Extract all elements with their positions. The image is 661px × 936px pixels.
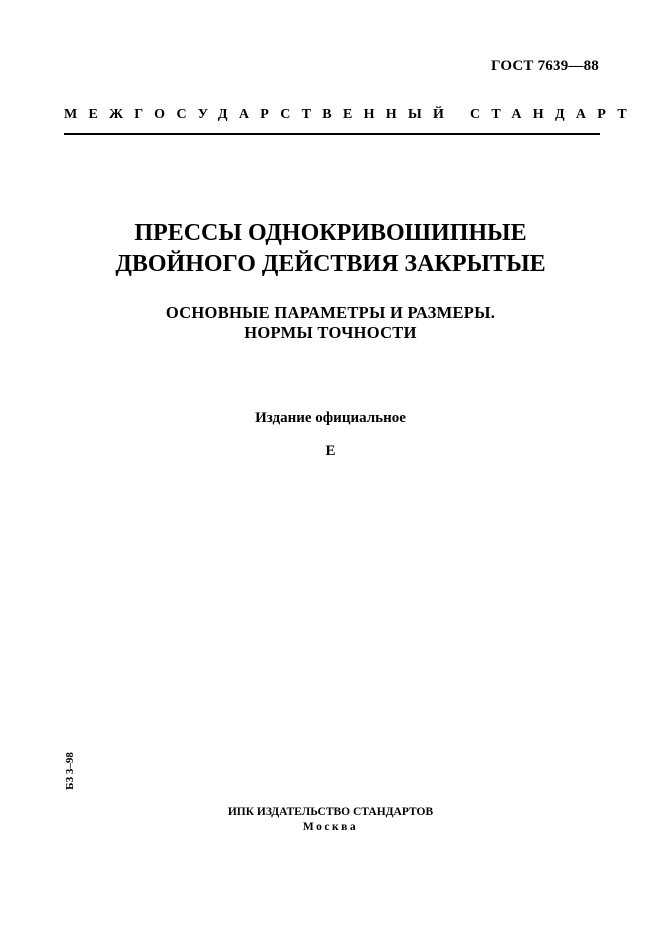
subtitle-line-1: ОСНОВНЫЕ ПАРАМЕТРЫ И РАЗМЕРЫ. (165, 303, 496, 322)
document-title (0, 218, 661, 280)
edition-letter: Е (325, 443, 336, 459)
side-mark: БЗ 3–98 (64, 752, 76, 790)
publisher: ИПК ИЗДАТЕЛЬСТВО СТАНДАРТОВ (227, 806, 434, 818)
edition-label: Издание официальное (255, 410, 406, 426)
standard-type-heading: МЕЖГОСУДАРСТВЕННЫЙ СТАНДАРТ (64, 107, 638, 122)
document-code: ГОСТ 7639—88 (490, 58, 599, 74)
title-line-2: ДВОЙНОГО ДЕЙСТВИЯ ЗАКРЫТЫЕ (115, 251, 546, 277)
header-divider (64, 133, 600, 135)
document-subtitle (0, 303, 661, 343)
title-line-1: ПРЕССЫ ОДНОКРИВОШИПНЫЕ (134, 220, 527, 246)
subtitle-line-2: НОРМЫ ТОЧНОСТИ (244, 323, 417, 342)
publisher-city: Москва (302, 821, 359, 833)
